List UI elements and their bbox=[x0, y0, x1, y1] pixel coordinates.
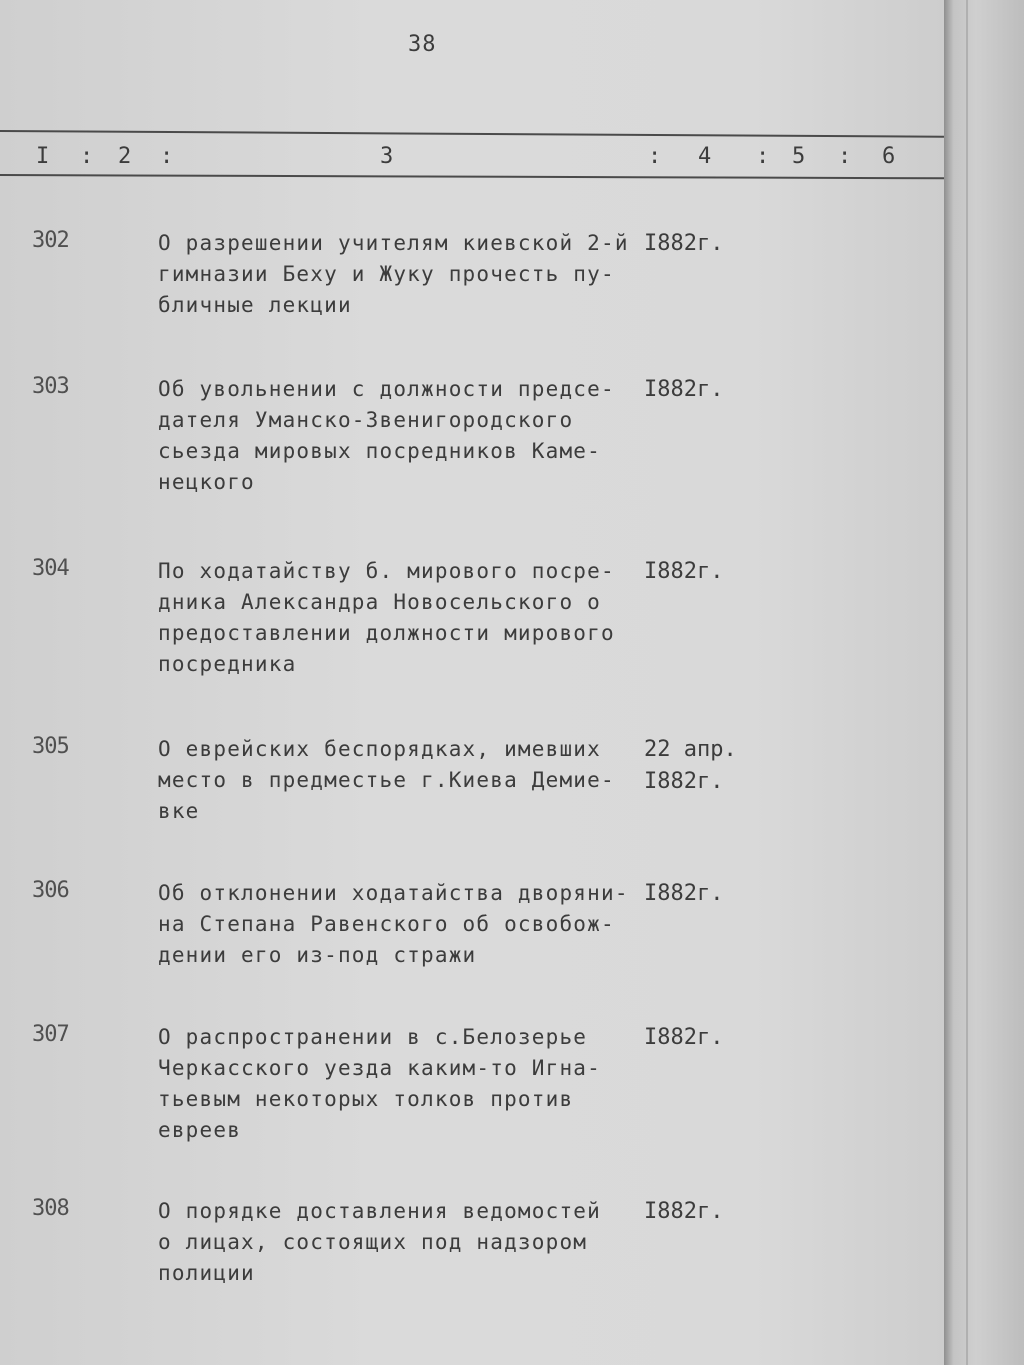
description-line: По ходатайству б. мирового посре- bbox=[158, 559, 615, 583]
record-date bbox=[644, 374, 723, 406]
record-number: 303 bbox=[32, 374, 69, 399]
record-number: 305 bbox=[32, 734, 69, 759]
record-description bbox=[158, 878, 628, 971]
record-description bbox=[158, 1022, 628, 1146]
date-line: I882г. bbox=[644, 769, 724, 794]
header-rule-top bbox=[0, 130, 944, 138]
date-line: I882г. bbox=[644, 1199, 724, 1224]
date-line: I882г. bbox=[644, 377, 724, 402]
description-line: О порядке доставления ведомостей bbox=[158, 1199, 601, 1223]
column-header-separator: : bbox=[756, 144, 770, 169]
adjacent-page-edge bbox=[944, 0, 1024, 1365]
description-line: тьевым некоторых толков против bbox=[158, 1087, 574, 1111]
record-description bbox=[158, 556, 628, 680]
description-line: О еврейских беспорядках, имевших bbox=[158, 737, 601, 761]
record-number: 306 bbox=[32, 878, 69, 903]
record-date bbox=[644, 734, 737, 798]
column-header-separator: : bbox=[648, 144, 662, 169]
date-line: I882г. bbox=[644, 559, 724, 584]
page-number: 38 bbox=[408, 32, 437, 57]
column-header-separator: : bbox=[838, 144, 852, 169]
date-line: I882г. bbox=[644, 881, 724, 906]
description-line: бличные лекции bbox=[158, 293, 352, 317]
description-line: О распространении в с.Белозерье bbox=[158, 1025, 588, 1049]
record-date bbox=[644, 556, 723, 588]
page-edge-line bbox=[966, 0, 968, 1365]
column-header-2: 2 bbox=[118, 144, 132, 169]
column-header-separator: : bbox=[80, 144, 94, 169]
record-date bbox=[644, 1022, 723, 1054]
column-header-5: 5 bbox=[792, 144, 806, 169]
description-line: место в предместье г.Киева Демие- bbox=[158, 768, 615, 792]
description-line: гимназии Беху и Жуку прочесть пу- bbox=[158, 262, 615, 286]
record-description bbox=[158, 228, 628, 321]
date-line: 22 апр. bbox=[644, 737, 737, 762]
date-line: I882г. bbox=[644, 231, 724, 256]
description-line: полиции bbox=[158, 1261, 255, 1285]
record-date bbox=[644, 228, 723, 260]
date-line: I882г. bbox=[644, 1025, 724, 1050]
description-line: дника Александра Новосельского о bbox=[158, 590, 601, 614]
record-date bbox=[644, 878, 723, 910]
description-line: евреев bbox=[158, 1118, 242, 1142]
description-line: сьезда мировых посредников Каме- bbox=[158, 439, 601, 463]
header-rule-bottom bbox=[0, 174, 944, 179]
record-number: 307 bbox=[32, 1022, 69, 1047]
description-line: дателя Уманско-Звенигородского bbox=[158, 408, 574, 432]
description-line: Об отклонении ходатайства дворяни- bbox=[158, 881, 629, 905]
description-line: Черкасского уезда каким-то Игна- bbox=[158, 1056, 601, 1080]
description-line: посредника bbox=[158, 652, 297, 676]
description-line: дении его из-под стражи bbox=[158, 943, 477, 967]
column-header-3: 3 bbox=[380, 144, 394, 169]
column-header-6: 6 bbox=[882, 144, 896, 169]
record-description bbox=[158, 1196, 628, 1289]
record-number: 302 bbox=[32, 228, 69, 253]
description-line: О разрешении учителям киевской 2-й bbox=[158, 231, 629, 255]
column-header-4: 4 bbox=[698, 144, 712, 169]
description-line: вке bbox=[158, 799, 200, 823]
record-number: 304 bbox=[32, 556, 69, 581]
description-line: предоставлении должности мирового bbox=[158, 621, 615, 645]
record-date bbox=[644, 1196, 723, 1228]
description-line: Об увольнении с должности предсе- bbox=[158, 377, 615, 401]
description-line: о лицах, состоящих под надзором bbox=[158, 1230, 588, 1254]
record-description bbox=[158, 374, 628, 498]
column-header-1: I bbox=[36, 144, 50, 169]
record-number: 308 bbox=[32, 1196, 69, 1221]
column-header-separator: : bbox=[160, 144, 174, 169]
record-description bbox=[158, 734, 628, 827]
description-line: на Степана Равенского об освобож- bbox=[158, 912, 615, 936]
description-line: нецкого bbox=[158, 470, 255, 494]
